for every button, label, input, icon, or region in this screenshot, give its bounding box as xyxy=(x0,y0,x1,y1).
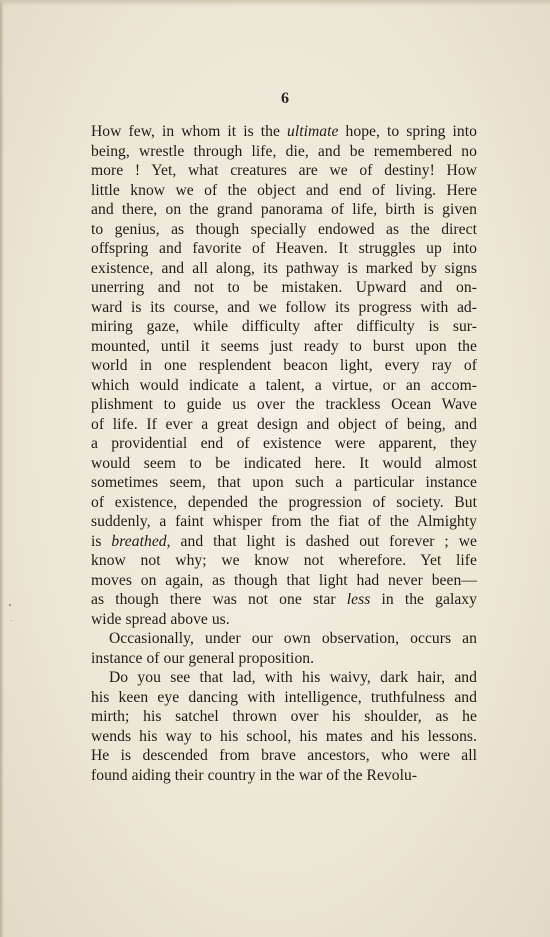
text-line xyxy=(91,571,477,591)
text-segment: found aiding their country in the war of the Revolu- xyxy=(91,766,418,784)
text-segment: He is descended from brave ancestors, who were all xyxy=(91,747,477,764)
text-line xyxy=(91,161,477,181)
text-line xyxy=(91,668,477,688)
text-line xyxy=(91,590,477,610)
text-line xyxy=(91,551,477,571)
text-line xyxy=(91,142,477,162)
text-segment: mirth; his satchel thrown over his shoulder, as he xyxy=(91,708,477,725)
text-line xyxy=(91,493,477,513)
text-line xyxy=(91,278,477,298)
text-line xyxy=(91,727,477,747)
text-segment: existence, and all along, its pathway is marked by signs xyxy=(91,259,477,277)
text-segment: would seem to be indicated here. It would almost xyxy=(91,454,477,472)
text-line xyxy=(91,649,477,669)
text-segment: and there, on the grand panorama of life, birth is given xyxy=(91,201,477,218)
paper-speck xyxy=(9,604,11,606)
text-segment: hope, to spring into xyxy=(338,123,478,140)
text-segment: little know we of the object and end of living. Here xyxy=(91,181,477,199)
text-line xyxy=(91,688,477,708)
text-line xyxy=(91,415,477,435)
text-segment: plishment to guide us over the trackless Ocean Wave xyxy=(91,396,477,413)
text-line xyxy=(91,766,477,786)
text-segment: his keen eye dancing with intelligence, truthfulness and xyxy=(91,688,477,706)
text-line xyxy=(91,317,477,337)
text-segment: How few, in whom it is the xyxy=(91,123,287,140)
italic-text: less xyxy=(346,591,371,608)
text-segment: know not why; we know not wherefore. Yet life xyxy=(91,552,477,569)
text-segment: unerring and not to be mistaken. Upward and on- xyxy=(91,279,477,296)
text-line xyxy=(91,746,477,766)
text-segment: more ! Yet, what creatures are we of destiny! How xyxy=(91,162,477,179)
text-segment: wends his way to his school, his mates and his lessons. xyxy=(91,727,477,745)
text-line xyxy=(91,376,477,396)
text-line xyxy=(91,220,477,240)
page-top-edge-shadow xyxy=(0,0,550,6)
text-line xyxy=(91,473,477,493)
paragraph xyxy=(91,629,477,668)
text-line xyxy=(91,356,477,376)
paragraph xyxy=(91,668,477,785)
text-segment: Occasionally, under our own observation, occurs an xyxy=(109,630,477,647)
text-segment: instance of our general proposition. xyxy=(91,649,315,667)
text-segment: which would indicate a talent, a virtue, or an accom- xyxy=(91,376,477,394)
text-segment: a providential end of existence were apparent, they xyxy=(91,435,477,452)
text-segment: Do you see that lad, with his waivy, dark hair, and xyxy=(109,669,477,686)
paper-speck xyxy=(11,620,12,621)
text-line xyxy=(91,337,477,357)
text-segment: , and that light is dashed out forever ; we xyxy=(166,532,477,550)
text-segment: is xyxy=(91,532,112,550)
text-line xyxy=(91,610,477,630)
text-segment: offspring and favorite of Heaven. It struggles up into xyxy=(91,240,477,257)
paragraph xyxy=(91,122,477,629)
text-segment: wide spread above us. xyxy=(91,610,230,628)
text-line xyxy=(91,707,477,727)
text-line xyxy=(91,434,477,454)
text-line xyxy=(91,298,477,318)
text-line xyxy=(91,629,477,649)
text-segment: suddenly, a faint whisper from the fiat of the Almighty xyxy=(91,513,477,530)
text-segment: in the galaxy xyxy=(370,591,477,608)
italic-text: ultimate xyxy=(286,123,339,140)
text-segment: being, wrestle through life, die, and be remembered no xyxy=(91,142,477,160)
text-line xyxy=(91,181,477,201)
text-line xyxy=(91,395,477,415)
body-text xyxy=(91,122,477,785)
text-segment: mounted, until it seems just ready to burst upon the xyxy=(91,337,477,355)
italic-text: breathed xyxy=(111,532,167,550)
text-line xyxy=(91,454,477,474)
text-segment: miring gaze, while difficulty after difficulty is sur- xyxy=(91,318,477,335)
text-line xyxy=(91,200,477,220)
text-segment: moves on again, as though that light had never been— xyxy=(91,571,477,589)
text-line xyxy=(91,259,477,279)
text-line xyxy=(91,122,477,142)
text-segment: sometimes seem, that upon such a particular instance xyxy=(91,474,477,491)
text-line xyxy=(91,512,477,532)
text-segment: as though there was not one star xyxy=(91,591,347,608)
text-segment: to genius, as though specially endowed as the direct xyxy=(91,220,477,238)
text-line xyxy=(91,239,477,259)
text-segment: world in one resplendent beacon light, every ray of xyxy=(91,357,477,374)
text-line xyxy=(91,532,477,552)
text-segment: ward is its course, and we follow its progress with ad- xyxy=(91,298,477,316)
text-segment: of existence, depended the progression of society. But xyxy=(91,493,477,511)
page-number: 6 xyxy=(281,90,289,107)
page-left-edge-shadow xyxy=(0,0,4,937)
text-segment: of life. If ever a great design and object of being, and xyxy=(91,415,477,433)
